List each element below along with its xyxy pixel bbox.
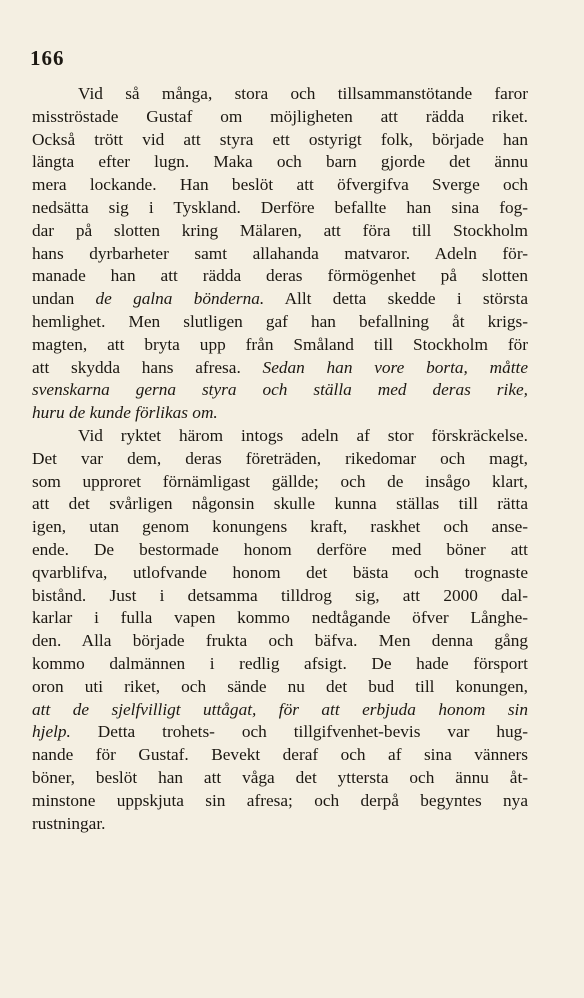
text-line [32,607,528,630]
text-line [32,334,528,357]
text-line [32,151,528,174]
text-run: nedsätta sig i Tyskland. Derföre befallte han sina fog- [32,197,528,217]
paragraph [32,425,528,835]
text-line [32,379,528,402]
text-run: misströstade Gustaf om möjligheten att rädda riket. [32,106,528,126]
text-line [32,562,528,585]
text-run: dar på slotten kring Mälaren, att föra till Stockholm [32,220,528,240]
body-text [32,83,528,835]
text-run: Också trött vid att styra ett ostyrigt folk, började han [32,129,528,149]
text-run: minstone uppskjuta sin afresa; och derpå begyntes nya [32,790,528,810]
text-line [32,699,528,722]
paragraph [32,83,528,425]
text-run: bistånd. Just i detsamma tilldrog sig, att 2000 dal- [32,585,528,605]
text-line [32,448,528,471]
text-run: Detta trohets- och tillgifvenhet-bevis var hug- [70,722,528,742]
text-line [32,106,528,129]
text-run: qvarblifva, utlofvande honom det bästa och trognaste [32,562,528,582]
text-run: magten, att bryta upp från Småland till Stockholm för [32,334,528,354]
text-line [32,174,528,197]
text-line [32,790,528,813]
text-run: hemlighet. Men slutligen gaf han befallning åt krigs- [32,311,528,331]
text-line [32,129,528,152]
text-line [32,265,528,288]
text-line [32,744,528,767]
text-line [32,288,528,311]
text-line [32,425,528,448]
text-run: rustningar. [32,813,106,833]
italic-text: de galna bönderna. [95,289,265,309]
text-line [32,585,528,608]
text-line [32,357,528,380]
italic-text: svenskarna gerna styra och ställa med deras rike, [32,380,528,400]
text-line [32,630,528,653]
text-line [32,721,528,744]
text-line [32,539,528,562]
text-run: att det svårligen någonsin skulle kunna ställas till rätta [32,494,528,514]
text-run: som upproret förnämligast gällde; och de insågo klart, [32,471,528,491]
text-run: att skydda hans afresa. [32,357,263,377]
text-run: den. Alla började frukta och bäfva. Men denna gång [32,631,528,651]
text-run: böner, beslöt han att våga det yttersta och ännu åt- [32,767,528,787]
text-line [32,402,528,425]
text-line [32,653,528,676]
text-line [32,83,528,106]
italic-text: huru de kunde förlikas om. [32,403,218,423]
text-run: längta efter lugn. Maka och barn gjorde det ännu [32,152,528,172]
text-run: ende. De bestormade honom derföre med böner att [32,539,528,559]
text-run: Vid ryktet härom intogs adeln af stor förskräckelse. [78,425,528,445]
text-line [32,516,528,539]
text-run: mera lockande. Han beslöt att öfvergifva Sverge och [32,175,528,195]
text-line [32,311,528,334]
italic-text: att de sjelfvilligt uttågat, för att erbjuda honom sin [32,699,528,719]
text-line [32,243,528,266]
text-run: undan [32,289,96,309]
text-run: Det var dem, deras företräden, rikedomar och magt, [32,448,528,468]
text-run: karlar i fulla vapen kommo nedtågande öfver Långhe- [32,608,528,628]
text-run: kommo dalmännen i redlig afsigt. De hade försport [32,653,528,673]
text-line [32,813,528,836]
text-line [32,767,528,790]
text-line [32,676,528,699]
italic-text: hjelp. [32,722,71,742]
text-line [32,220,528,243]
text-run: oron uti riket, och sände nu det bud till konungen, [32,676,528,696]
text-run: manade han att rädda deras förmögenhet på slotten [32,266,528,286]
text-run: Vid så många, stora och tillsammanstötande faror [78,84,528,103]
text-line [32,493,528,516]
text-line [32,197,528,220]
text-run: nande för Gustaf. Bevekt deraf och af sina vänners [32,745,528,765]
text-run: igen, utan genom konungens kraft, raskhet och anse- [32,517,528,537]
text-line [32,471,528,494]
text-run: hans dyrbarheter samt allahanda matvaror. Adeln för- [32,243,528,263]
page-number: 166 [30,46,65,70]
italic-text: Sedan han vore borta, måtte [262,357,528,377]
text-run: Allt detta skedde i största [264,289,528,309]
